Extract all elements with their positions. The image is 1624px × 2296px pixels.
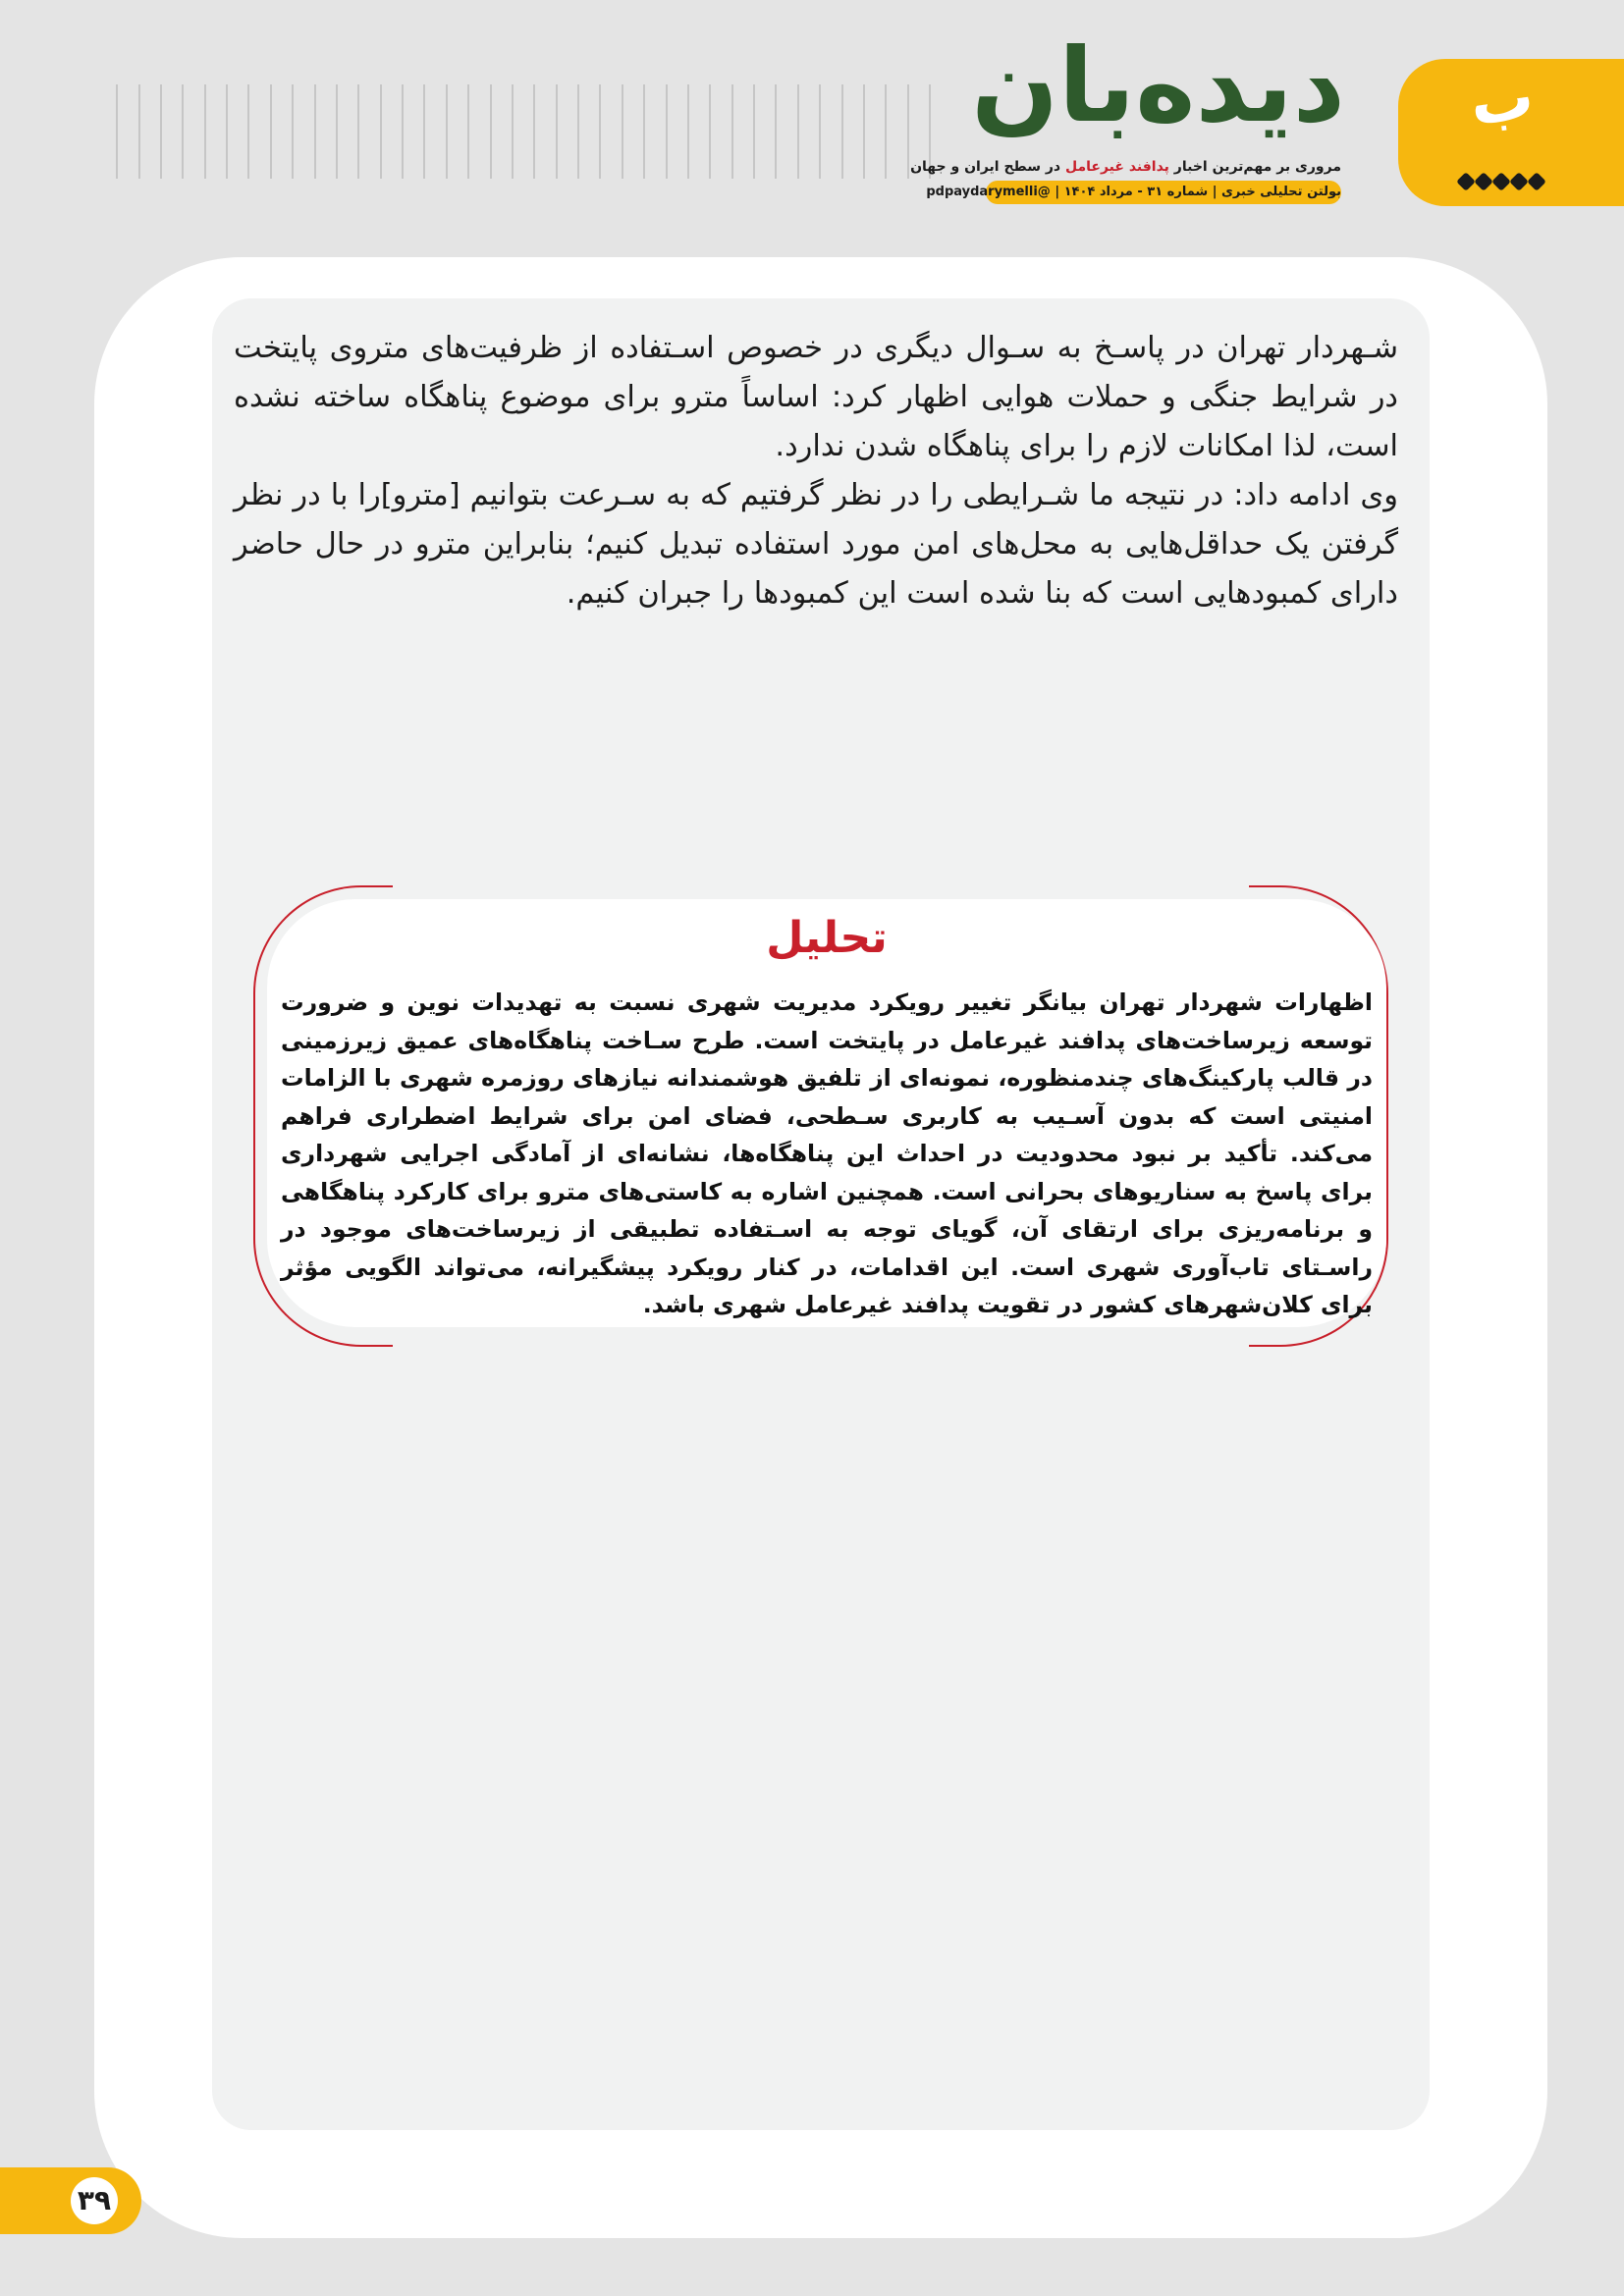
analysis-title: تحلیل <box>766 913 888 963</box>
tagline-prefix: مروری بر مهم‌ترین اخبار <box>1168 159 1341 175</box>
article-paragraph: شـهردار تهران در پاسـخ به سـوال دیگری در خصوص اسـتفاده از ظرفیت‌های متروی پایتخت در شرایط جنگی و حملات هوایی اظهار کرد: اساساً مترو برای موضوع پناهگاه ساخته نشده است، لذا امکانات لازم را برای پناهگاه شدن ندارد. <box>234 331 1398 463</box>
analysis-text: اظهارات شهردار تهران بیانگر تغییر رویکرد مدیریت شهری نسبت به تهدیدات نوین و ضرورت توسعه زیرساخت‌های پدافند غیرعامل در پایتخت است. طرح سـاخت پناهگاه‌های عمیق زیرزمینی در قالب پارکینگ‌های چندمنظوره، نمونه‌ای از تلفیق هوشمندانه نیازهای روزمره شهری با الزامات امنیتی است که بدون آسـیب به کاربری سـطحی، فضای امن برای شرایط اضطراری فراهم می‌کند. تأکید بر نبود محدودیت در احداث این پناهگاه‌ها، نشانه‌ای از آمادگی اجرایی شهرداری برای پاسخ به سناریوهای بحرانی است. همچنین اشاره به کاستی‌های مترو برای کارکرد پناهگاهی و برنامه‌ریزی برای ارتقای آن، گویای توجه به اسـتفاده تطبیقی از زیرساخت‌های موجود در راسـتای تاب‌آوری شهری است. این اقدامات، در کنار رویکرد پیشگیرانه، می‌تواند الگویی مؤثر برای کلان‌شهرهای کشور در تقویت پدافند غیرعامل شهری باشد. <box>281 988 1373 1318</box>
masthead-title: دیده‌بان <box>971 26 1345 145</box>
page-number: ۳۹ <box>71 2177 118 2224</box>
tagline-highlight: پدافند غیرعامل <box>1064 159 1169 175</box>
article-body <box>234 324 1398 624</box>
logo-badge <box>1398 59 1624 206</box>
tagline-suffix: در سطح ایران و جهان <box>910 159 1065 175</box>
brand-logo-icon: ب <box>1465 60 1539 141</box>
tagline <box>910 159 1341 183</box>
page-number-tab <box>0 2167 141 2234</box>
logo-dots <box>1459 175 1543 188</box>
header-decorative-lines <box>116 84 931 179</box>
issue-info-bar: بولتن تحلیلی خبری | شماره ۳۱ - مرداد ۱۴۰۴ | @pdpaydarymelli <box>986 181 1341 204</box>
article-paragraph: وی ادامه داد: در نتیجه ما شـرایطی را در نظر گرفتیم که به سـرعت بتوانیم [مترو]را با در نظر گرفتن یک حداقل‌هایی به محل‌های امن مورد استفاده تبدیل کنیم؛ بنابراین مترو در حال حاضر دارای کمبودهایی است که بنا شده است این کمبودها را جبران کنیم. <box>234 478 1398 611</box>
